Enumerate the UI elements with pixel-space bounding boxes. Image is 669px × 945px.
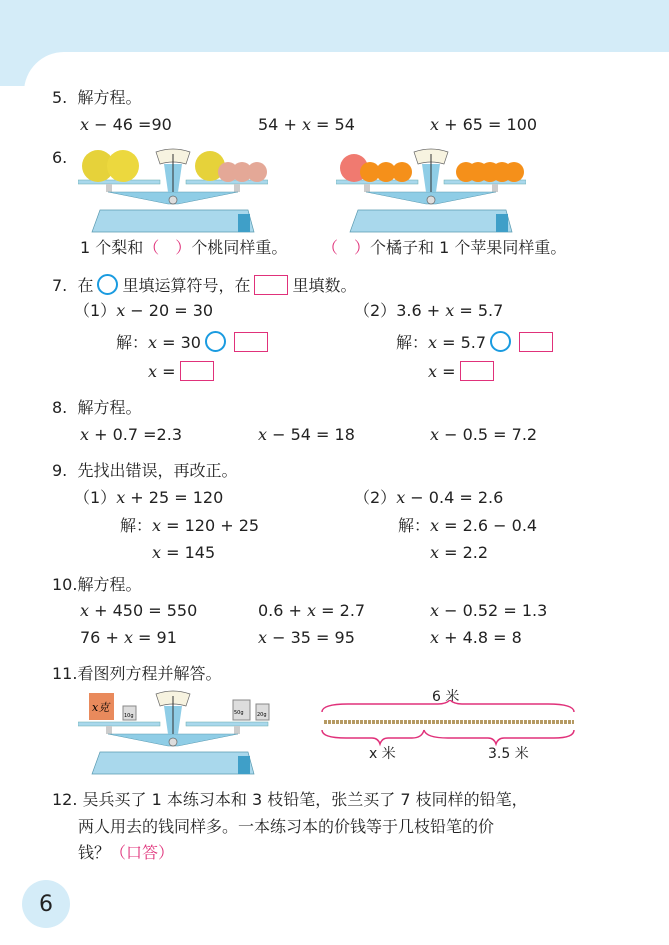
- q7-part2-solution: 解：x = 5.7: [396, 331, 557, 353]
- q6-left-question: 1 个梨和（ ）个桃同样重。: [80, 238, 288, 257]
- q8-eq-2: x − 54 = 18: [258, 425, 355, 444]
- total-length-label: 6 米: [432, 689, 460, 705]
- part1-brace: [322, 730, 424, 744]
- q10-eq-5: x − 35 = 95: [258, 628, 355, 647]
- q11-heading: 11.看图列方程并解答。: [52, 664, 222, 683]
- q10-eq-1: x + 450 = 550: [80, 601, 198, 620]
- q10-eq-6: x + 4.8 = 8: [430, 628, 522, 647]
- q10-eq-2: 0.6 + x = 2.7: [258, 601, 366, 620]
- q7-part2-x: x =: [428, 361, 498, 382]
- q10-eq-3: x − 0.52 = 1.3: [430, 601, 548, 620]
- box-blank-icon: [254, 275, 288, 295]
- q12-line-3: 钱？（口答）: [78, 843, 175, 862]
- answer-blank[interactable]: （ ）: [322, 238, 371, 257]
- balance-apple-oranges: [336, 148, 526, 234]
- weight-label: 10g: [124, 713, 134, 719]
- operator-blank[interactable]: [490, 331, 511, 352]
- q9-heading: 9. 先找出错误，再改正。: [52, 461, 238, 480]
- q8-heading: 8. 解方程。: [52, 398, 142, 417]
- operator-blank[interactable]: [205, 331, 226, 352]
- q9-part1: （1）x + 25 = 120: [74, 488, 224, 507]
- q9-part2-x: x = 2.2: [430, 543, 489, 562]
- unknown-block-label: x克: [92, 701, 110, 714]
- weight-label: 50g: [234, 710, 244, 716]
- q5-eq-3: x + 65 = 100: [430, 115, 538, 134]
- q9-part2: （2）x − 0.4 = 2.6: [354, 488, 504, 507]
- q9-part2-solution: 解：x = 2.6 − 0.4: [398, 516, 538, 535]
- q8-eq-3: x − 0.5 = 7.2: [430, 425, 538, 444]
- page-number: 6: [22, 880, 70, 928]
- q6-right-question: （ ）个橘子和 1 个苹果同样重。: [322, 238, 567, 257]
- q6-label: 6.: [52, 148, 68, 167]
- part2-length-label: 3.5 米: [488, 746, 529, 762]
- weight-label: 20g: [257, 712, 267, 718]
- circle-blank-icon: [97, 274, 118, 295]
- answer-blank[interactable]: [460, 361, 494, 381]
- q12-line-2: 两人用去的钱同样多。一本练习本的价钱等于几枝铅笔的价: [78, 817, 495, 836]
- q10-eq-4: 76 + x = 91: [80, 628, 177, 647]
- q7-part1-x: x =: [148, 361, 218, 382]
- q5-eq-2: 54 + x = 54: [258, 115, 355, 134]
- part1-length-label: x 米: [369, 746, 396, 762]
- pear-icon: [107, 150, 139, 182]
- balance-weights: [78, 690, 278, 776]
- answer-blank[interactable]: （ ）: [143, 238, 192, 257]
- number-blank[interactable]: [234, 332, 268, 352]
- q9-part1-x: x = 145: [152, 543, 216, 562]
- q8-eq-1: x + 0.7 =2.3: [80, 425, 182, 444]
- q7-part1: （1）x − 20 = 30: [74, 301, 214, 320]
- q5-heading: 5. 解方程。: [52, 88, 142, 107]
- q12-line-1: 12. 吴兵买了 1 本练习本和 3 枝铅笔，张兰买了 7 枝同样的铅笔，: [52, 790, 528, 809]
- peach-icon: [247, 162, 267, 182]
- part2-brace: [424, 730, 574, 744]
- q9-part1-solution: 解：x = 120 + 25: [120, 516, 260, 535]
- orange-icon: [392, 162, 412, 182]
- balance-pears-peaches: [78, 148, 268, 234]
- q5-eq-1: x − 46 =90: [80, 115, 172, 134]
- q10-heading: 10.解方程。: [52, 575, 142, 594]
- rope-diagram: [318, 700, 580, 750]
- number-blank[interactable]: [519, 332, 553, 352]
- orange-icon: [504, 162, 524, 182]
- answer-note: （口答）: [110, 843, 175, 862]
- q7-part1-solution: 解：x = 30: [116, 331, 272, 353]
- q7-heading: 7. 在 里填运算符号，在 里填数。: [52, 276, 357, 295]
- q7-part2: （2）3.6 + x = 5.7: [354, 301, 504, 320]
- total-brace: [322, 700, 574, 712]
- answer-blank[interactable]: [180, 361, 214, 381]
